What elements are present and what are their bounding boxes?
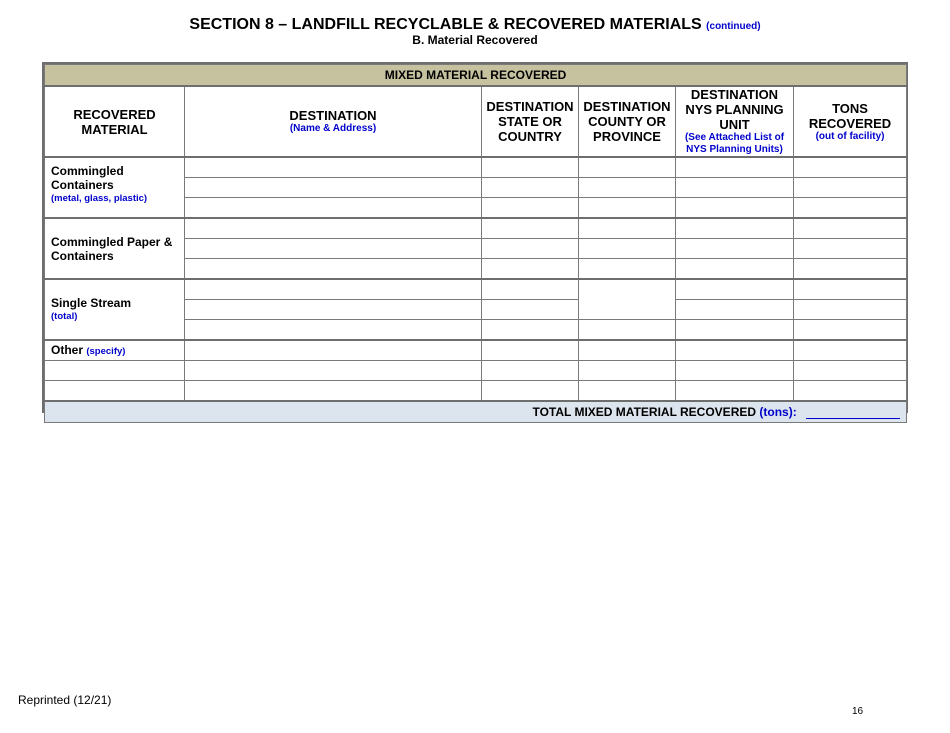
state-input[interactable] xyxy=(482,178,579,198)
total-tons-input[interactable] xyxy=(806,406,900,419)
table-row xyxy=(45,361,907,381)
state-input[interactable] xyxy=(482,198,579,219)
table-row xyxy=(45,381,907,402)
material-note: (specify) xyxy=(86,345,126,357)
state-input[interactable] xyxy=(482,218,579,239)
state-input[interactable] xyxy=(482,340,579,361)
tons-input[interactable] xyxy=(794,157,907,178)
total-mixed-material xyxy=(45,401,907,423)
material-name: Other xyxy=(51,342,84,357)
col-header-label: DESTINATION COUNTY OR PROVINCE xyxy=(583,99,671,144)
county-input[interactable] xyxy=(579,259,676,280)
planning-unit-input[interactable] xyxy=(676,198,794,219)
col-header-recovered-material xyxy=(45,86,185,157)
tons-input[interactable] xyxy=(794,178,907,198)
tons-input[interactable] xyxy=(794,361,907,381)
material-name: Commingled Paper & Containers xyxy=(51,234,173,263)
tons-input[interactable] xyxy=(794,259,907,280)
destination-input[interactable] xyxy=(185,279,482,300)
destination-input[interactable] xyxy=(185,361,482,381)
state-input[interactable] xyxy=(482,259,579,280)
material-name: Commingled Containers xyxy=(51,164,124,192)
planning-unit-input[interactable] xyxy=(676,361,794,381)
county-input[interactable] xyxy=(579,279,676,320)
destination-input[interactable] xyxy=(185,320,482,341)
col-header-label: DESTINATION NYS PLANNING UNIT xyxy=(685,87,784,132)
other-material-input[interactable] xyxy=(45,381,185,402)
planning-unit-input[interactable] xyxy=(676,340,794,361)
material-note: (total) xyxy=(51,310,78,322)
destination-input[interactable] xyxy=(185,178,482,198)
material-label-commingled-containers xyxy=(45,157,185,218)
planning-unit-input[interactable] xyxy=(676,300,794,320)
col-header-label: DESTINATION xyxy=(289,108,377,123)
planning-unit-input[interactable] xyxy=(676,381,794,402)
tons-input[interactable] xyxy=(794,239,907,259)
col-header-planning-unit xyxy=(676,86,794,157)
state-input[interactable] xyxy=(482,239,579,259)
planning-unit-input[interactable] xyxy=(676,178,794,198)
title-continued: (continued) xyxy=(706,21,761,32)
col-header-state xyxy=(482,86,579,157)
county-input[interactable] xyxy=(579,239,676,259)
planning-unit-input[interactable] xyxy=(676,320,794,341)
total-row xyxy=(45,401,907,423)
destination-input[interactable] xyxy=(185,340,482,361)
col-header-label: DESTINATION STATE OR COUNTRY xyxy=(486,99,574,144)
tons-input[interactable] xyxy=(794,300,907,320)
mixed-material-form xyxy=(42,62,908,419)
table-row xyxy=(45,218,907,239)
mixed-material-table xyxy=(44,64,907,423)
page-number: 16 xyxy=(852,706,864,717)
state-input[interactable] xyxy=(482,381,579,402)
tons-input[interactable] xyxy=(794,320,907,341)
state-input[interactable] xyxy=(482,320,579,341)
destination-input[interactable] xyxy=(185,381,482,402)
tons-input[interactable] xyxy=(794,279,907,300)
material-name: Single Stream xyxy=(51,295,132,310)
other-material-input[interactable] xyxy=(45,361,185,381)
col-header-destination xyxy=(185,86,482,157)
reprint-date: Reprinted (12/21) xyxy=(18,693,112,707)
col-header-tons xyxy=(794,86,907,157)
section-title: SECTION 8 – LANDFILL RECYCLABLE & RECOVERED MATERIALS xyxy=(189,16,702,33)
state-input[interactable] xyxy=(482,279,579,300)
county-input[interactable] xyxy=(579,178,676,198)
planning-unit-input[interactable] xyxy=(676,239,794,259)
destination-input[interactable] xyxy=(185,218,482,239)
county-input[interactable] xyxy=(579,320,676,341)
page-subtitle: B. Material Recovered xyxy=(412,33,538,47)
col-header-note: (Name & Address) xyxy=(289,123,377,134)
table-row xyxy=(45,157,907,178)
tons-input[interactable] xyxy=(794,218,907,239)
material-label-commingled-paper xyxy=(45,218,185,279)
tons-input[interactable] xyxy=(794,381,907,402)
destination-input[interactable] xyxy=(185,198,482,219)
total-unit: (tons): xyxy=(759,405,797,419)
destination-input[interactable] xyxy=(185,157,482,178)
planning-unit-input[interactable] xyxy=(676,218,794,239)
tons-input[interactable] xyxy=(794,198,907,219)
county-input[interactable] xyxy=(579,157,676,178)
table-band-title: MIXED MATERIAL RECOVERED xyxy=(45,65,907,87)
col-header-label: TONS RECOVERED xyxy=(808,100,892,131)
planning-unit-input[interactable] xyxy=(676,279,794,300)
state-input[interactable] xyxy=(482,300,579,320)
county-input[interactable] xyxy=(579,218,676,239)
col-header-county xyxy=(579,86,676,157)
destination-input[interactable] xyxy=(185,239,482,259)
county-input[interactable] xyxy=(579,198,676,219)
county-input[interactable] xyxy=(579,361,676,381)
tons-input[interactable] xyxy=(794,340,907,361)
planning-unit-input[interactable] xyxy=(676,157,794,178)
table-row xyxy=(45,279,907,300)
col-header-note: (out of facility) xyxy=(815,130,885,142)
col-header-note: (See Attached List of NYS Planning Units) xyxy=(684,132,785,155)
material-label-single-stream xyxy=(45,279,185,340)
col-header-label: RECOVERED MATERIAL xyxy=(73,106,156,137)
state-input[interactable] xyxy=(482,157,579,178)
destination-input[interactable] xyxy=(185,300,482,320)
county-input[interactable] xyxy=(579,340,676,361)
table-row xyxy=(45,340,907,361)
county-input[interactable] xyxy=(579,381,676,402)
destination-input[interactable] xyxy=(185,259,482,280)
total-label: TOTAL MIXED MATERIAL RECOVERED xyxy=(532,405,757,419)
material-note: (metal, glass, plastic) xyxy=(51,193,148,204)
material-label-other xyxy=(45,340,185,361)
state-input[interactable] xyxy=(482,361,579,381)
planning-unit-input[interactable] xyxy=(676,259,794,280)
